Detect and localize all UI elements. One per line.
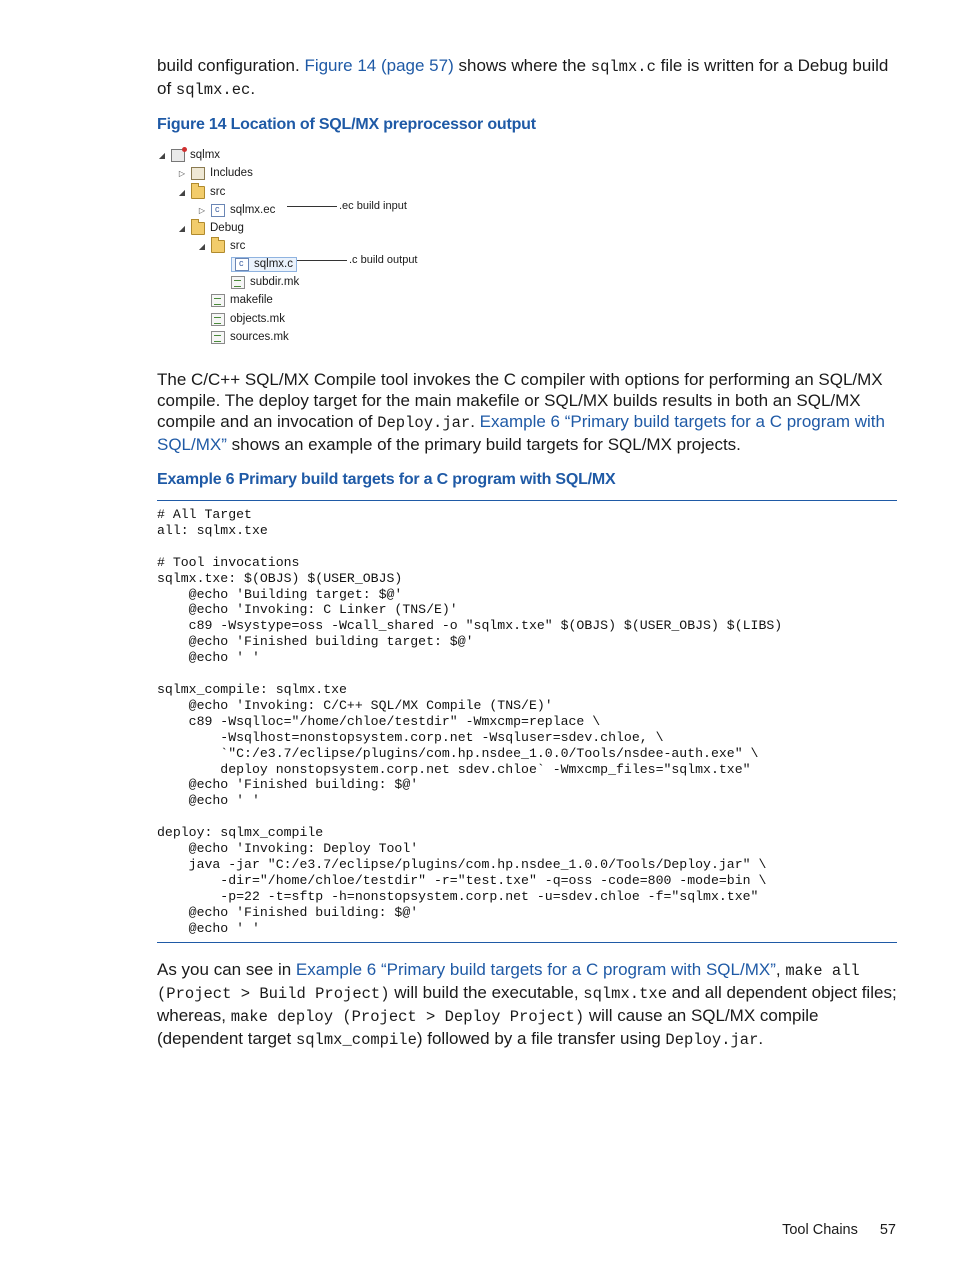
tree-item-label: Includes <box>210 167 253 179</box>
paragraph-text: ) followed by a file transfer using <box>416 1029 666 1048</box>
tree-item-sqlmx-ec[interactable] <box>197 201 275 219</box>
paragraph-text: . <box>758 1029 764 1048</box>
intro-text: . <box>250 79 256 98</box>
callout-build-output <box>297 254 418 266</box>
c-file-icon <box>211 204 225 217</box>
tree-item-objects-mk[interactable] <box>197 310 285 328</box>
code-sqlmx-compile: sqlmx_compile <box>295 1031 417 1049</box>
figure-14-link[interactable]: Figure 14 (page 57) <box>304 56 454 75</box>
code-sqlmx-ec: sqlmx.ec <box>175 81 251 99</box>
tree-item-includes[interactable] <box>177 164 253 182</box>
tree-item-label: sqlmx <box>190 149 221 161</box>
tree-item-label: sqlmx.ec <box>230 204 276 216</box>
tree-item-sqlmx[interactable] <box>157 146 220 164</box>
paragraph-text: will cause an SQL/MX compile (dependent target <box>157 1006 819 1048</box>
expand-toggle-icon[interactable]: ◢ <box>158 150 166 160</box>
collapse-toggle-icon[interactable]: ▷ <box>178 168 186 178</box>
intro-text: file is written for a Debug build of <box>157 56 889 98</box>
intro-text: shows where the <box>453 56 591 75</box>
callout-label: .c build output <box>349 254 418 266</box>
makefile-icon <box>211 294 225 307</box>
tree-item-debug-src[interactable] <box>197 237 245 255</box>
page-footer <box>782 1222 896 1238</box>
page-number: 57 <box>879 1222 896 1238</box>
expand-toggle-icon[interactable]: ◢ <box>198 241 206 251</box>
folder-icon <box>191 222 205 235</box>
tree-item-sqlmx-c[interactable] <box>217 255 297 273</box>
code-block: # All Target all: sqlmx.txe # Tool invocations sqlmx.txe: $(OBJS) $(USER_OBJS) @echo 'Building target: $@' @echo 'Invoking: C Linker (TNS/E)' c89 -Wsystype=oss -Wcall_shared -o "sqlmx.txe" $(OBJS) $(USER_OBJS) $(LIBS) @echo 'Finished building target: $@' @echo ' ' sqlmx_compile: sqlmx.txe @echo 'Invoking: C/C++ SQL/MX Compile (TNS/E)' c89 -Wsqlloc="/home/chloe/testdir" -Wmxcmp=replace \ -Wsqlhost=nonstopsystem.corp.net -Wsqluser=sdev.chloe, \ `"C:/e3.7/eclipse/plugins/com.hp.nsdee_1.0.0/Tools/nsdee-auth.exe" \ deploy nonstopsystem.corp.net sdev.chloe` -Wmxcmp_files="sqlmx.txe" @echo 'Finished building: $@' @echo ' ' deploy: sqlmx_compile @echo 'Invoking: Deploy Tool' java -jar "C:/e3.7/eclipse/plugins/com.hp.nsdee_1.0.0/Tools/Deploy.jar" \ -dir="/home/chloe/testdir" -r="test.txe" -q=oss -code=800 -mode=bin \ -p=22 -t=sftp -h=nonstopsystem.corp.net -u=sdev.chloe -f="sqlmx.txe" @echo 'Finished building: $@' @echo ' ' <box>157 507 783 936</box>
selected-item-highlight <box>231 257 297 272</box>
callout-line <box>287 206 337 207</box>
figure-caption: Figure 14 Location of SQL/MX preprocessor output <box>157 116 536 133</box>
tree-item-label: sources.mk <box>230 331 289 343</box>
tree-item-sources-mk[interactable] <box>197 328 289 346</box>
tree-item-subdir-mk[interactable] <box>217 273 299 291</box>
project-icon <box>171 149 185 162</box>
paragraph-text: As you can see in <box>157 960 296 979</box>
callout-label: .ec build input <box>339 200 407 212</box>
includes-folder-icon <box>191 167 205 180</box>
tree-item-label: src <box>210 186 226 198</box>
paragraph-text: will build the executable, <box>389 983 584 1002</box>
paragraph-text: , <box>775 960 786 979</box>
tree-item-label: subdir.mk <box>250 276 300 288</box>
divider <box>157 942 897 943</box>
paragraph-text: and all dependent object files; whereas, <box>157 983 897 1025</box>
paragraph-text: . <box>470 412 480 431</box>
tree-item-label: src <box>230 240 246 252</box>
expand-toggle-icon[interactable]: ◢ <box>178 223 186 233</box>
example-6-link[interactable]: Example 6 “Primary build targets for a C program with SQL/MX” <box>157 412 885 454</box>
code-deploy-jar: Deploy.jar <box>377 414 471 432</box>
intro-paragraph <box>157 55 897 101</box>
example-title: Example 6 Primary build targets for a C program with SQL/MX <box>157 471 616 488</box>
footer-section-title: Tool Chains <box>782 1222 858 1238</box>
tree-item-makefile[interactable] <box>197 291 273 309</box>
tree-item-label: objects.mk <box>230 313 285 325</box>
tree-item-label: makefile <box>230 294 273 306</box>
makefile-icon <box>211 331 225 344</box>
code-sqlmx-txe: sqlmx.txe <box>583 985 667 1003</box>
folder-icon <box>211 240 225 253</box>
callout-line <box>297 260 347 261</box>
divider <box>157 500 897 501</box>
paragraph-text: shows an example of the primary build targets for SQL/MX projects. <box>226 435 741 454</box>
intro-text: build configuration. <box>157 56 305 75</box>
code-deploy-jar: Deploy.jar <box>665 1031 759 1049</box>
makefile-icon <box>211 313 225 326</box>
project-tree <box>157 146 457 351</box>
tree-item-label: sqlmx.c <box>254 258 293 270</box>
example-6-link[interactable]: Example 6 “Primary build targets for a C program with SQL/MX” <box>295 960 776 979</box>
tree-item-debug[interactable] <box>177 219 244 237</box>
paragraph-text: The C/C++ SQL/MX Compile tool invokes the C compiler with options for performing an SQL/MX compile. The deploy target for the main makefile or SQL/MX builds results in both an SQL/MX compile and an invocation of <box>157 370 883 431</box>
summary-paragraph <box>157 959 897 1051</box>
folder-icon <box>191 186 205 199</box>
collapse-toggle-icon[interactable]: ▷ <box>198 205 206 215</box>
code-make-all: make all (Project > Build Project) <box>157 962 860 1003</box>
c-file-icon <box>235 258 249 271</box>
compile-tool-paragraph <box>157 369 897 455</box>
code-make-deploy: make deploy (Project > Deploy Project) <box>230 1008 585 1026</box>
makefile-icon <box>231 276 245 289</box>
callout-build-input <box>287 200 407 212</box>
tree-item-label: Debug <box>210 222 244 234</box>
tree-item-src[interactable] <box>177 183 225 201</box>
code-sqlmx-c: sqlmx.c <box>590 58 656 76</box>
expand-toggle-icon[interactable]: ◢ <box>178 187 186 197</box>
